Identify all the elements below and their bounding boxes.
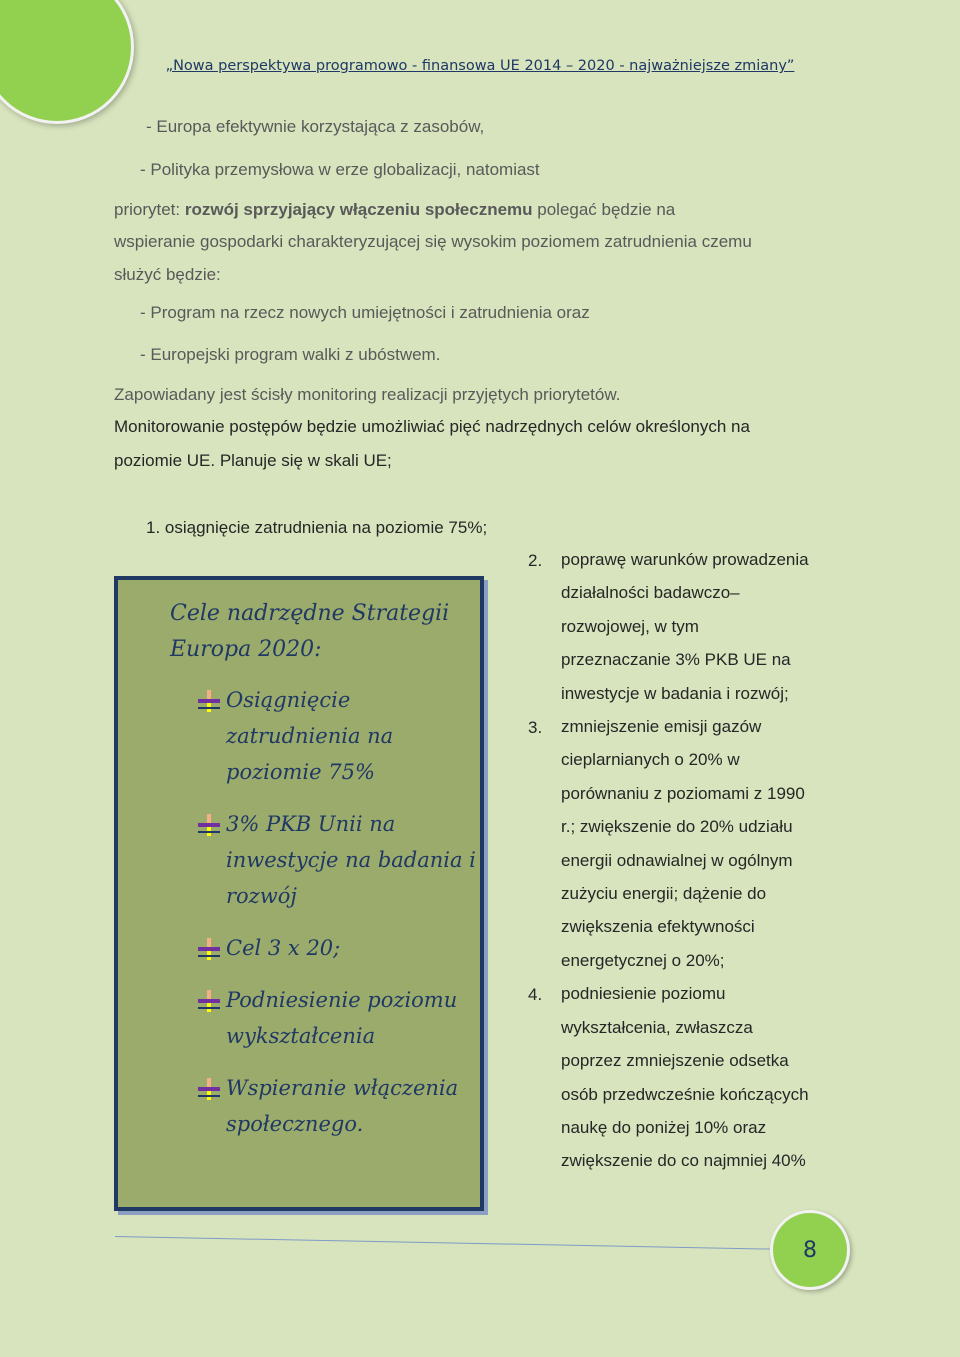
page-number: 8	[770, 1210, 850, 1290]
list-line: energii odnawialnej w ogólnym	[561, 850, 793, 870]
list-line: r.; zwiększenie do 20% udziału	[561, 817, 793, 837]
text-line: poziomie UE. Planuje się w skali UE;	[114, 451, 392, 470]
bullet-icon	[198, 1078, 220, 1100]
list-line: osób przedwcześnie kończących	[561, 1084, 809, 1104]
bullet-icon	[198, 938, 220, 960]
footer-divider	[115, 1236, 815, 1250]
box-item: Osiągnięcie zatrudnienia na poziomie 75%	[226, 688, 394, 784]
text-line: służyć będzie:	[114, 265, 221, 284]
list-line: inwestycje w badania i rozwój;	[561, 683, 789, 703]
text-line: - Program na rzecz nowych umiejętności i zatrudnienia oraz	[140, 303, 590, 322]
text-line: - Polityka przemysłowa w erze globalizacji, natomiast	[140, 160, 540, 179]
priority-highlight: rozwój sprzyjający włączeniu społecznemu	[184, 200, 533, 219]
list-line: zużyciu energii; dążenie do	[561, 884, 767, 904]
bullet-icon	[198, 990, 220, 1012]
priority-line	[114, 200, 675, 220]
text-line: Monitorowanie postępów będzie umożliwiać pięć nadrzędnych celów określonych na	[114, 417, 750, 436]
text-span: polegać będzie na	[532, 200, 676, 219]
list-line: zmniejszenie emisji gazów	[561, 717, 762, 737]
text-line: Zapowiadany jest ścisły monitoring realizacji przyjętych priorytetów.	[114, 385, 621, 404]
strategy-goals-box	[114, 576, 484, 1211]
text-line: wspieranie gospodarki charakteryzującej się wysokim poziomem zatrudnienia czemu	[114, 232, 752, 251]
list-line: zwiększenia efektywności	[561, 917, 755, 937]
right-list	[561, 543, 861, 1178]
text-span: priorytet:	[114, 200, 185, 219]
header-title: „Nowa perspektywa programowo - finansowa UE 2014 – 2020 - najważniejsze zmiany”	[165, 58, 795, 74]
list-number: 3.	[528, 718, 543, 737]
list-line: wykształcenia, zwłaszcza	[561, 1017, 753, 1037]
box-item: Cel 3 x 20;	[226, 936, 341, 960]
box-item: 3% PKB Unii na inwestycje na badania i rozwój	[226, 812, 476, 908]
box-item: Podniesienie poziomu wykształcenia	[226, 988, 458, 1048]
list-line: poprawę warunków prowadzenia	[561, 550, 809, 569]
bullet-icon	[198, 690, 220, 712]
list-line: działalności badawczo–	[561, 583, 740, 603]
text-line: - Europejski program walki z ubóstwem.	[140, 345, 441, 364]
list-item: 1. osiągnięcie zatrudnienia na poziomie 75%;	[146, 518, 488, 537]
list-line: cieplarnianych o 20% w	[561, 750, 740, 770]
text-line: - Europa efektywnie korzystająca z zasobów,	[146, 117, 485, 136]
list-line: poprzez zmniejszenie odsetka	[561, 1051, 789, 1071]
list-line: podniesienie poziomu	[561, 984, 726, 1004]
list-line: przeznaczanie 3% PKB UE na	[561, 650, 791, 670]
list-line: energetycznej o 20%;	[561, 950, 725, 970]
list-line: porównaniu z poziomami z 1990	[561, 783, 805, 803]
list-line: zwiększenie do co najmniej 40%	[561, 1151, 806, 1171]
bullet-icon	[198, 814, 220, 836]
list-number: 2.	[528, 551, 543, 570]
list-line: rozwojowej, w tym	[561, 616, 699, 636]
box-item: Wspieranie włączenia społecznego.	[226, 1076, 459, 1136]
box-title: Cele nadrzędne Strategii Europa 2020:	[170, 601, 450, 662]
list-number: 4.	[528, 985, 543, 1004]
list-line: naukę do poniżej 10% oraz	[561, 1117, 767, 1137]
